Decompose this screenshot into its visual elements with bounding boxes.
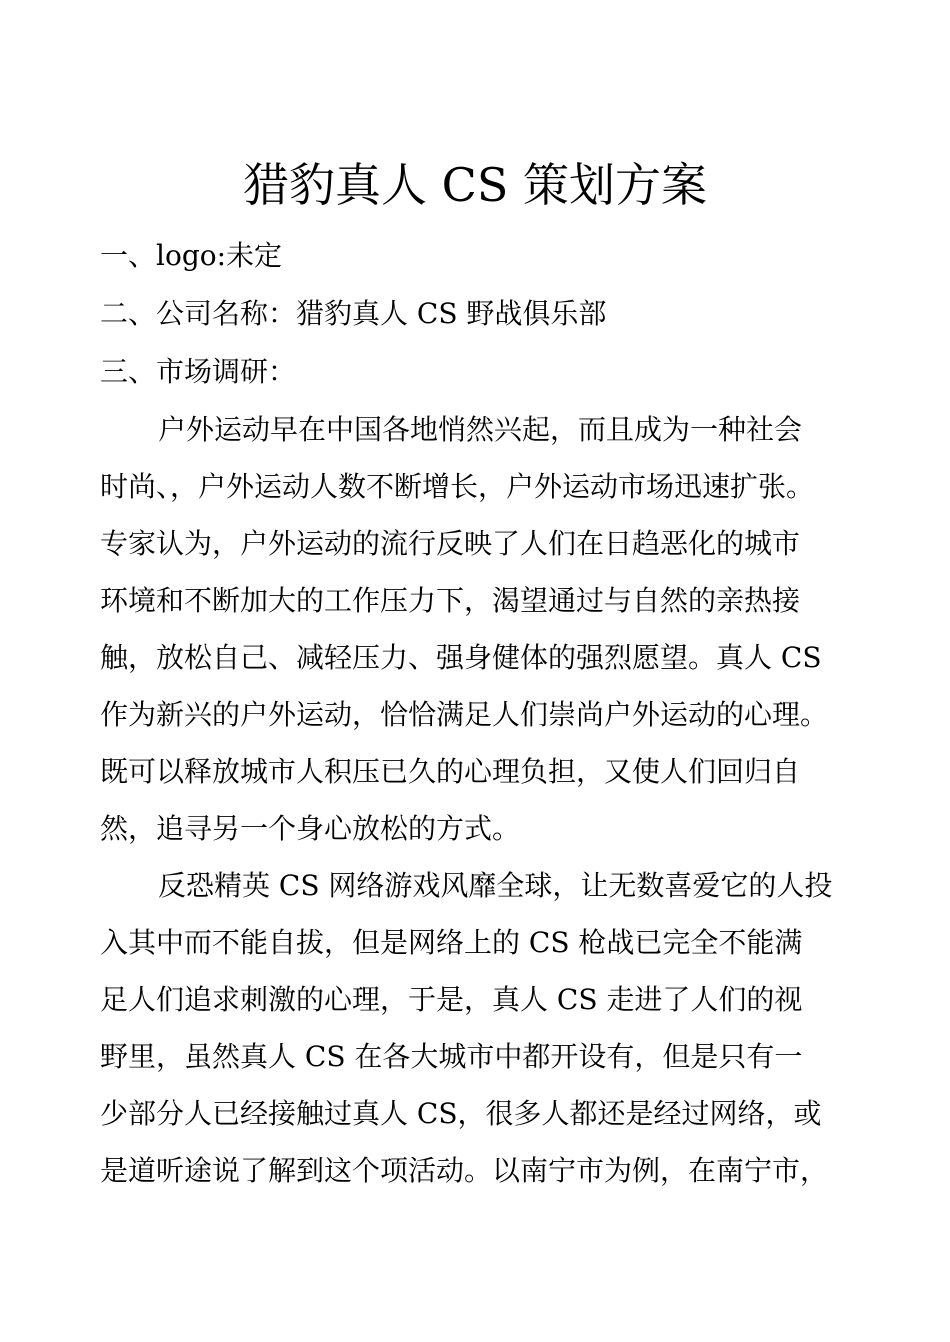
paragraph-line: 是道听途说了解到这个项活动。以南宁市为例，在南宁市， (100, 1154, 829, 1187)
section-company-name: 二、公司名称：猎豹真人 CS 野战俱乐部 (100, 297, 607, 330)
paragraph-line: 环境和不断加大的工作压力下，渴望通过与自然的亲热接 (100, 584, 801, 617)
paragraph-line: 触，放松自己、减轻压力、强身健体的强烈愿望。真人 CS (100, 641, 822, 674)
section-market-research: 三、市场调研： (100, 355, 297, 388)
paragraph-line: 入其中而不能自拔，但是网络上的 CS 枪战已完全不能满 (100, 926, 803, 959)
paragraph-line: 既可以释放城市人积压已久的心理负担，又使人们回归自 (100, 755, 801, 788)
paragraph-line: 足人们追求刺激的心理，于是，真人 CS 走进了人们的视 (100, 983, 803, 1016)
paragraph-line: 专家认为，户外运动的流行反映了人们在日趋恶化的城市 (100, 527, 801, 560)
paragraph-line: 时尚、，户外运动人数不断增长，户外运动市场迅速扩张。 (100, 470, 815, 503)
paragraph-line: 作为新兴的户外运动，恰恰满足人们崇尚户外运动的心理。 (100, 698, 829, 731)
paragraph-line: 反恐精英 CS 网络游戏风靡全球，让无数喜爱它的人投 (158, 869, 833, 902)
paragraph-line: 户外运动早在中国各地悄然兴起，而且成为一种社会 (158, 413, 803, 446)
paragraph-line: 然，追寻另一个身心放松的方式。 (100, 812, 521, 845)
document-title: 猎豹真人 CS 策划方案 (243, 158, 707, 212)
paragraph-line: 少部分人已经接触过真人 CS，很多人都还是经过网络，或 (100, 1097, 822, 1130)
section-logo: 一、logo:未定 (100, 239, 283, 272)
paragraph-line: 野里，虽然真人 CS 在各大城市中都开设有，但是只有一 (100, 1040, 803, 1073)
